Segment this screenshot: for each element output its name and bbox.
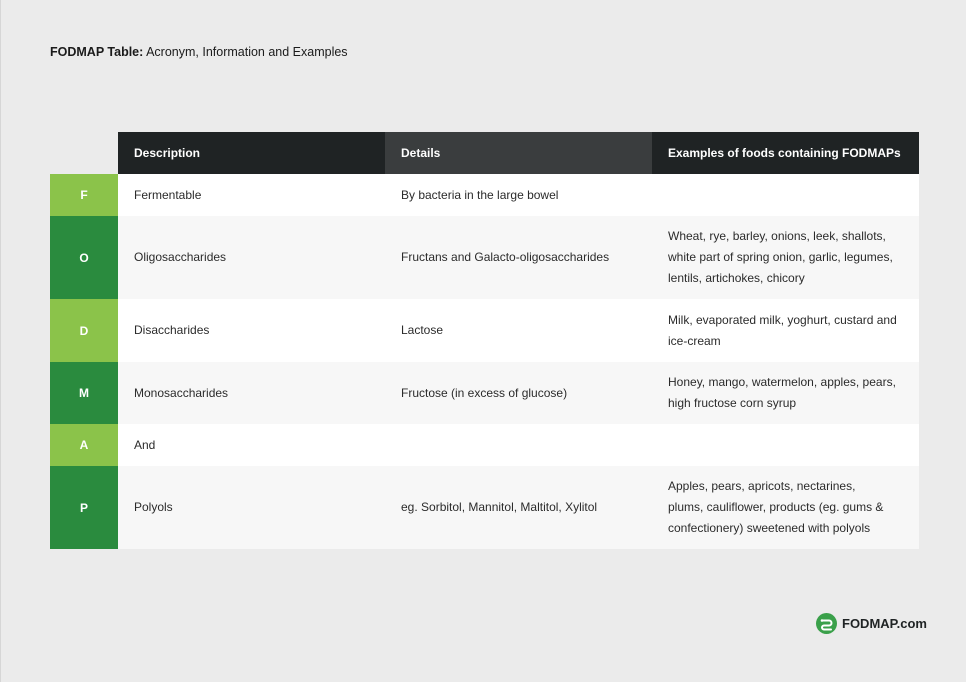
description-cell: Disaccharides — [118, 299, 385, 362]
header-description: Description — [118, 132, 385, 174]
title-bold: FODMAP Table: — [50, 45, 144, 59]
examples-line: Wheat, rye, barley, onions, leek, shallots, — [668, 229, 886, 243]
title-rest: Acronym, Information and Examples — [143, 45, 348, 59]
description-cell: Fermentable — [118, 174, 385, 216]
page-title — [50, 45, 348, 59]
details-cell: Fructose (in excess of glucose) — [385, 362, 652, 424]
table-row — [50, 299, 919, 362]
logo-text: FODMAP.com — [842, 616, 927, 631]
details-cell: By bacteria in the large bowel — [385, 174, 652, 216]
header-examples: Examples of foods containing FODMAPs — [652, 132, 919, 174]
table-row — [50, 466, 919, 549]
table-row — [50, 216, 919, 299]
acronym-letter: F — [50, 174, 118, 216]
examples-line: lentils, artichokes, chicory — [668, 271, 805, 285]
description-cell: Oligosaccharides — [118, 216, 385, 299]
examples-line: plums, cauliflower, products (eg. gums & — [668, 500, 884, 514]
examples-cell — [652, 362, 919, 424]
description-cell: Monosaccharides — [118, 362, 385, 424]
acronym-letter: P — [50, 466, 118, 549]
table-header — [50, 132, 919, 174]
header-details: Details — [385, 132, 652, 174]
details-cell: eg. Sorbitol, Mannitol, Maltitol, Xylitol — [385, 466, 652, 549]
details-cell: Lactose — [385, 299, 652, 362]
table-row — [50, 362, 919, 424]
table-row — [50, 174, 919, 216]
fodmap-table — [50, 132, 919, 549]
acronym-letter: M — [50, 362, 118, 424]
examples-line: high fructose corn syrup — [668, 396, 797, 410]
examples-cell — [652, 424, 919, 466]
examples-line: confectionery) sweetened with polyols — [668, 521, 871, 535]
examples-line: Milk, evaporated milk, yoghurt, custard and — [668, 312, 897, 327]
examples-line: Apples, pears, apricots, nectarines, — [668, 479, 856, 493]
acronym-letter: O — [50, 216, 118, 299]
examples-line: Honey, mango, watermelon, apples, pears, — [668, 375, 896, 389]
examples-cell — [652, 216, 919, 299]
description-cell: Polyols — [118, 466, 385, 549]
details-cell: Fructans and Galacto-oligosaccharides — [385, 216, 652, 299]
fodmap-logo[interactable] — [816, 613, 927, 634]
examples-line: white part of spring onion, garlic, legumes, — [668, 250, 893, 264]
examples-cell — [652, 466, 919, 549]
table-row — [50, 424, 919, 466]
examples-cell — [652, 174, 919, 216]
acronym-letter: D — [50, 299, 118, 362]
examples-line: ice-cream — [668, 333, 721, 348]
details-cell — [385, 424, 652, 466]
header-spacer — [50, 132, 118, 174]
examples-cell — [652, 299, 919, 362]
acronym-letter: A — [50, 424, 118, 466]
fodmap-logo-icon — [816, 613, 837, 634]
description-cell: And — [118, 424, 385, 466]
